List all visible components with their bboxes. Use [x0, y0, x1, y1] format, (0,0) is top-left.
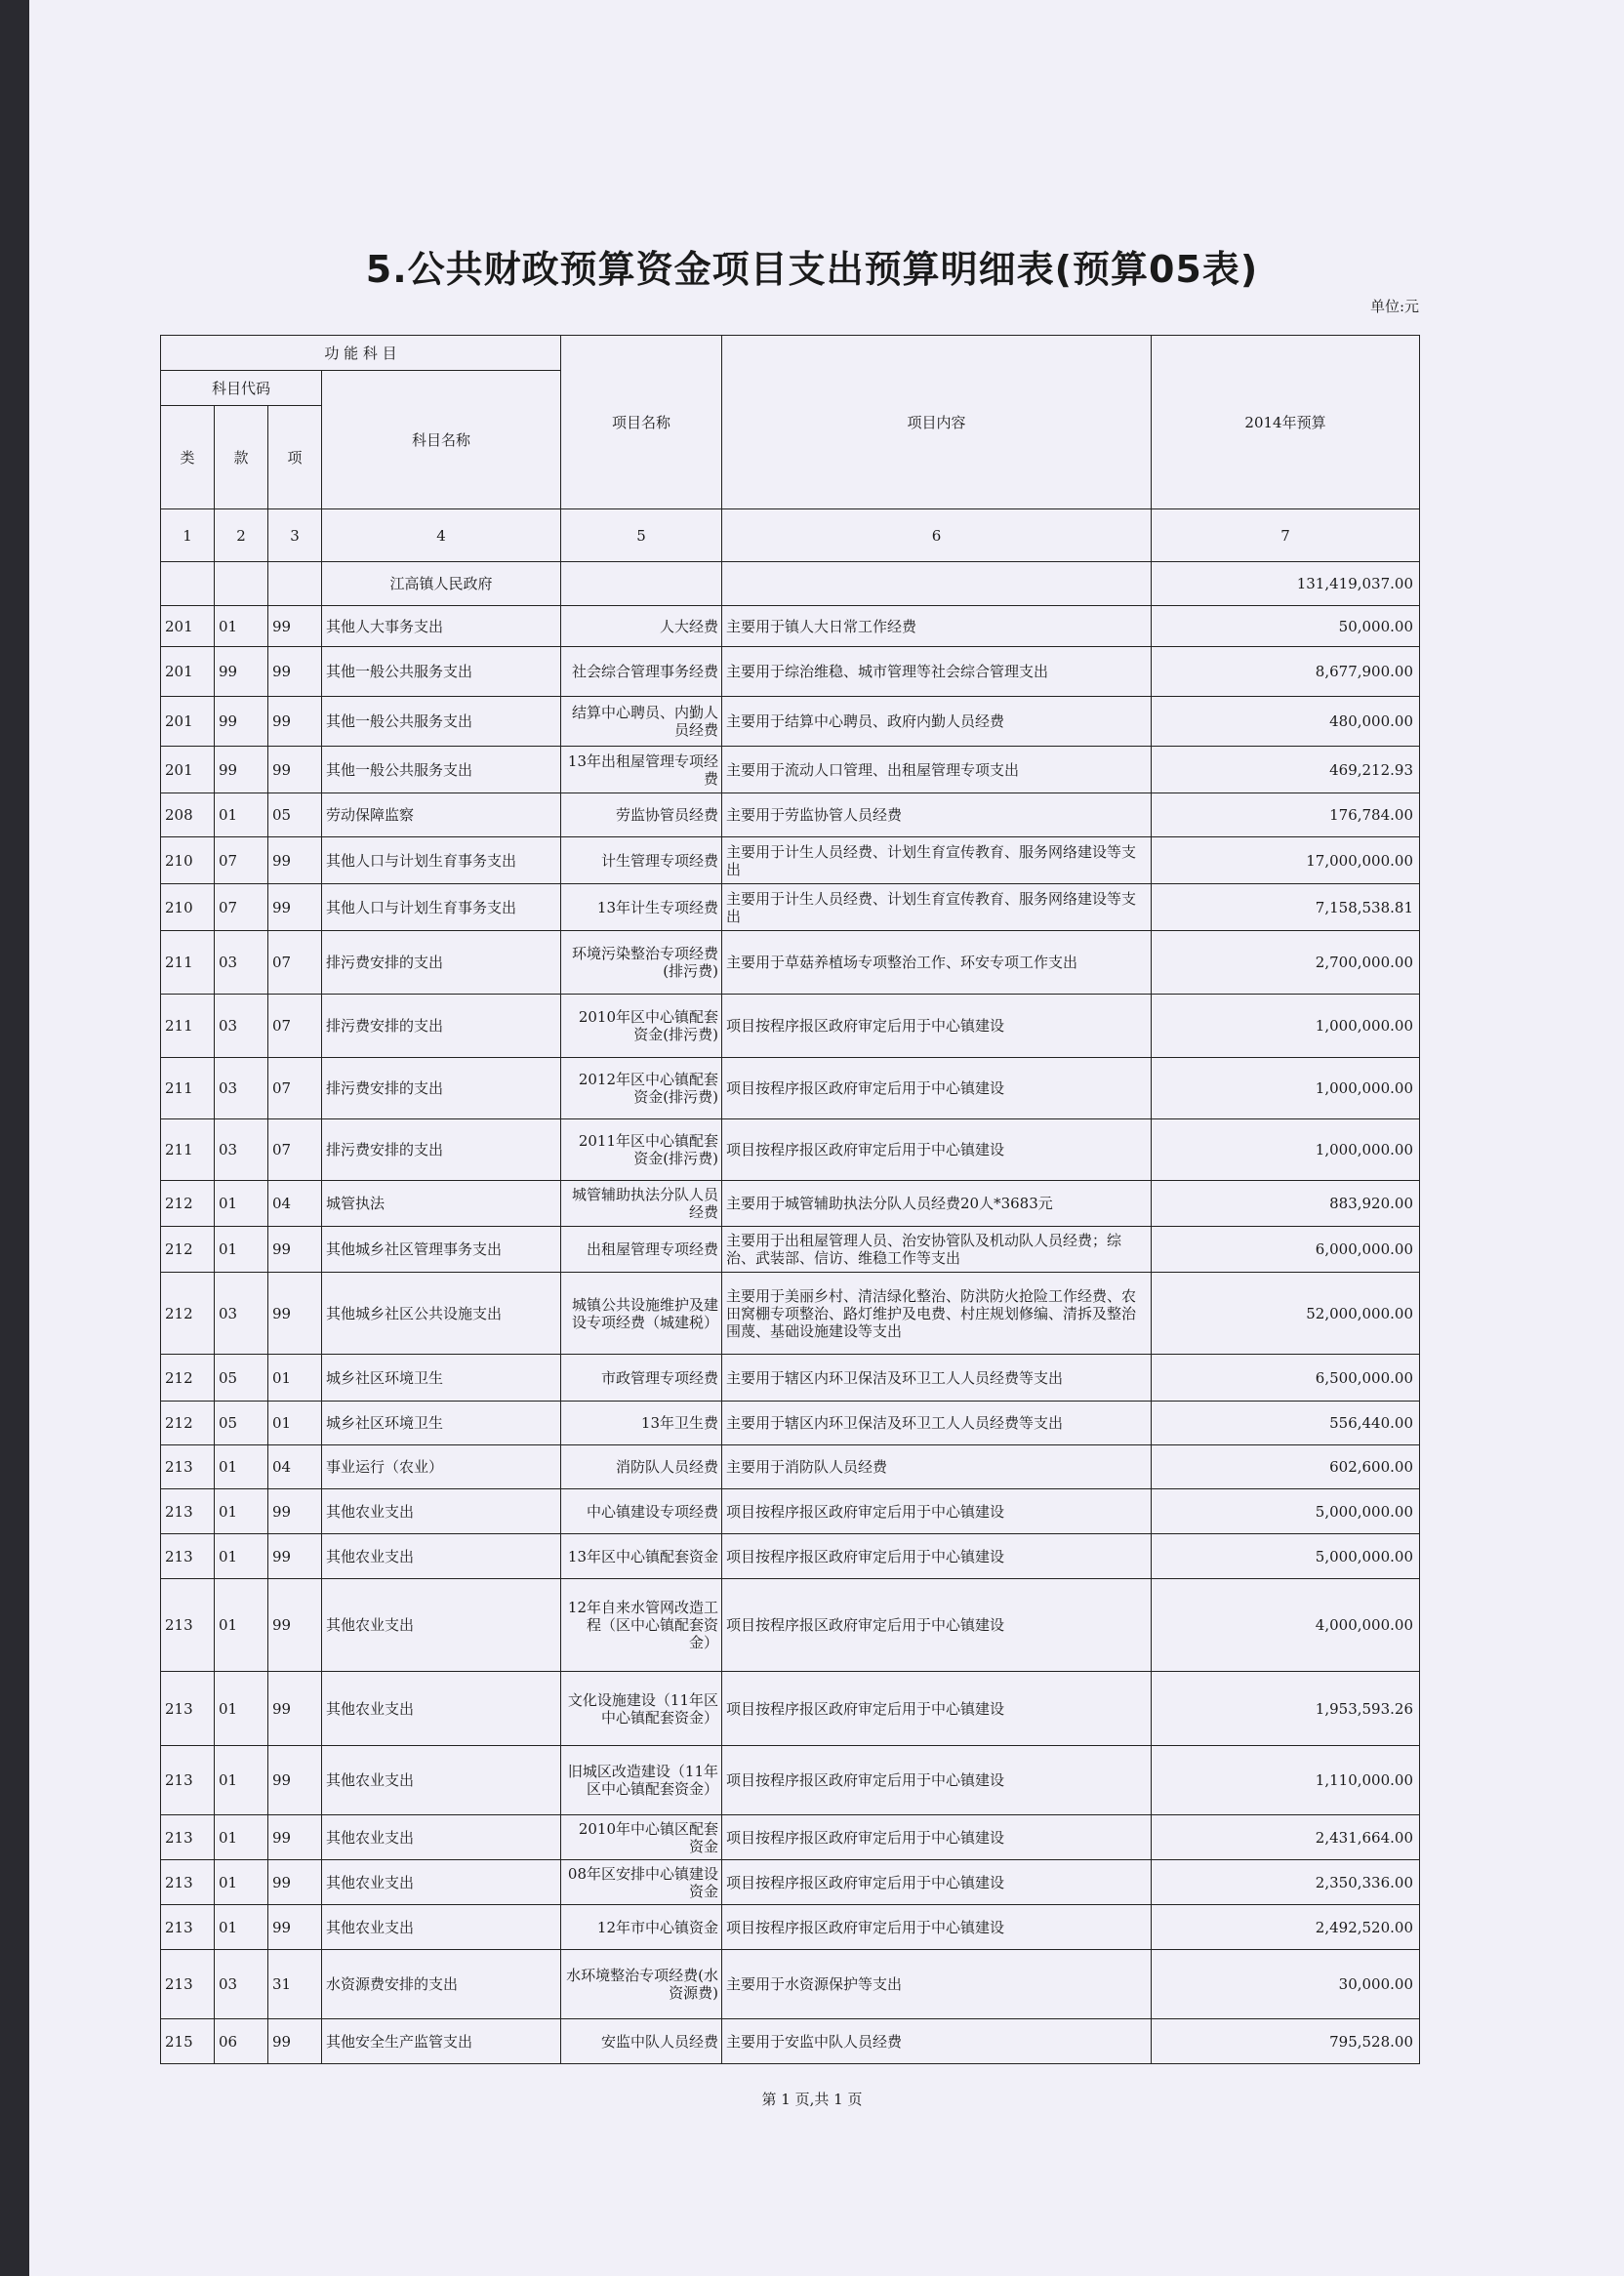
budget-amount-cell: 8,677,900.00 — [1152, 647, 1420, 697]
budget-amount-cell: 1,000,000.00 — [1152, 1058, 1420, 1119]
subject-name-cell: 其他农业支出 — [322, 1672, 561, 1746]
lei-cell: 212 — [161, 1355, 215, 1402]
page-title: 5.公共财政预算资金项目支出预算明细表(预算05表) — [365, 248, 1259, 291]
project-name-cell: 城镇公共设施维护及建设专项经费（城建税） — [561, 1273, 722, 1355]
budget-amount-cell: 4,000,000.00 — [1152, 1579, 1420, 1672]
lei-header: 类 — [161, 406, 215, 509]
kuan-cell: 99 — [215, 747, 268, 793]
project-name-cell: 结算中心聘员、内勤人员经费 — [561, 697, 722, 747]
project-name-cell: 13年出租屋管理专项经费 — [561, 747, 722, 793]
lei-cell: 213 — [161, 1950, 215, 2019]
table-row — [161, 1489, 1420, 1534]
xiang-cell: 99 — [268, 1273, 322, 1355]
subject-code-header: 科目代码 — [161, 371, 322, 406]
xiang-cell: 04 — [268, 1181, 322, 1227]
xiang-cell: 99 — [268, 1815, 322, 1860]
project-name-cell: 13年计生专项经费 — [561, 884, 722, 931]
table-row — [161, 931, 1420, 995]
project-content-cell: 主要用于出租屋管理人员、治安协管队及机动队人员经费；综治、武装部、信访、维稳工作等支出 — [722, 1227, 1152, 1273]
lei-cell: 201 — [161, 697, 215, 747]
subject-name-cell: 其他农业支出 — [322, 1746, 561, 1815]
xiang-cell: 04 — [268, 1445, 322, 1489]
kuan-cell: 03 — [215, 1058, 268, 1119]
table-row — [161, 2019, 1420, 2064]
xiang-cell: 99 — [268, 1227, 322, 1273]
table-row — [161, 837, 1420, 884]
kuan-cell: 01 — [215, 1181, 268, 1227]
project-name-cell: 2010年中心镇区配套资金 — [561, 1815, 722, 1860]
subject-name-cell: 其他安全生产监管支出 — [322, 2019, 561, 2064]
table-row — [161, 884, 1420, 931]
budget-amount-cell: 52,000,000.00 — [1152, 1273, 1420, 1355]
budget-amount-cell: 2,431,664.00 — [1152, 1815, 1420, 1860]
kuan-cell: 01 — [215, 1445, 268, 1489]
table-row — [161, 747, 1420, 793]
empty-cell — [722, 562, 1152, 606]
subject-name-cell: 其他农业支出 — [322, 1815, 561, 1860]
project-name-cell: 出租屋管理专项经费 — [561, 1227, 722, 1273]
lei-cell: 211 — [161, 1058, 215, 1119]
kuan-cell: 01 — [215, 1815, 268, 1860]
lei-cell: 201 — [161, 606, 215, 647]
budget-amount-cell: 17,000,000.00 — [1152, 837, 1420, 884]
lei-cell: 210 — [161, 884, 215, 931]
project-name-header: 项目名称 — [561, 336, 722, 509]
xiang-cell: 99 — [268, 2019, 322, 2064]
table-row — [161, 1815, 1420, 1860]
table-row — [161, 995, 1420, 1058]
empty-cell — [268, 562, 322, 606]
project-content-cell: 项目按程序报区政府审定后用于中心镇建设 — [722, 1905, 1152, 1950]
total-row — [161, 562, 1420, 606]
project-content-cell: 项目按程序报区政府审定后用于中心镇建设 — [722, 1746, 1152, 1815]
project-name-cell: 08年区安排中心镇建设资金 — [561, 1860, 722, 1905]
kuan-cell: 01 — [215, 1746, 268, 1815]
budget-amount-cell: 795,528.00 — [1152, 2019, 1420, 2064]
subject-name-cell: 城管执法 — [322, 1181, 561, 1227]
project-name-cell: 旧城区改造建设（11年区中心镇配套资金） — [561, 1746, 722, 1815]
project-content-cell: 主要用于流动人口管理、出租屋管理专项支出 — [722, 747, 1152, 793]
kuan-cell: 06 — [215, 2019, 268, 2064]
lei-cell: 213 — [161, 1489, 215, 1534]
xiang-cell: 99 — [268, 1905, 322, 1950]
budget-2014-header: 2014年预算 — [1152, 336, 1420, 509]
kuan-cell: 01 — [215, 1227, 268, 1273]
xiang-cell: 01 — [268, 1355, 322, 1402]
project-name-cell: 环境污染整治专项经费(排污费) — [561, 931, 722, 995]
table-row — [161, 647, 1420, 697]
col-num: 6 — [722, 509, 1152, 562]
project-content-cell: 主要用于水资源保护等支出 — [722, 1950, 1152, 2019]
project-name-cell: 文化设施建设（11年区中心镇配套资金） — [561, 1672, 722, 1746]
table-row — [161, 1579, 1420, 1672]
budget-amount-cell: 1,110,000.00 — [1152, 1746, 1420, 1815]
lei-cell: 215 — [161, 2019, 215, 2064]
subject-name-cell: 其他农业支出 — [322, 1579, 561, 1672]
budget-amount-cell: 7,158,538.81 — [1152, 884, 1420, 931]
lei-cell: 212 — [161, 1402, 215, 1445]
project-content-cell: 主要用于安监中队人员经费 — [722, 2019, 1152, 2064]
project-name-cell: 2010年区中心镇配套资金(排污费) — [561, 995, 722, 1058]
kuan-cell: 01 — [215, 793, 268, 837]
kuan-cell: 05 — [215, 1355, 268, 1402]
table-row — [161, 1355, 1420, 1402]
lei-cell: 212 — [161, 1181, 215, 1227]
project-content-cell: 项目按程序报区政府审定后用于中心镇建设 — [722, 995, 1152, 1058]
subject-name-cell: 劳动保障监察 — [322, 793, 561, 837]
table-row — [161, 606, 1420, 647]
project-name-cell: 劳监协管员经费 — [561, 793, 722, 837]
table-row — [161, 1058, 1420, 1119]
subject-name-cell: 排污费安排的支出 — [322, 1058, 561, 1119]
subject-name-cell: 其他人口与计划生育事务支出 — [322, 884, 561, 931]
project-content-cell: 项目按程序报区政府审定后用于中心镇建设 — [722, 1860, 1152, 1905]
subject-name-cell: 其他一般公共服务支出 — [322, 647, 561, 697]
kuan-cell: 99 — [215, 647, 268, 697]
xiang-cell: 99 — [268, 697, 322, 747]
project-name-cell: 计生管理专项经费 — [561, 837, 722, 884]
project-name-cell: 城管辅助执法分队人员经费 — [561, 1181, 722, 1227]
lei-cell: 213 — [161, 1860, 215, 1905]
project-content-cell: 主要用于城管辅助执法分队人员经费20人*3683元 — [722, 1181, 1152, 1227]
kuan-cell: 03 — [215, 1273, 268, 1355]
budget-amount-cell: 469,212.93 — [1152, 747, 1420, 793]
project-name-cell: 人大经费 — [561, 606, 722, 647]
col-num: 7 — [1152, 509, 1420, 562]
budget-amount-cell: 1,953,593.26 — [1152, 1672, 1420, 1746]
subject-name-cell: 其他城乡社区公共设施支出 — [322, 1273, 561, 1355]
kuan-cell: 03 — [215, 995, 268, 1058]
kuan-cell: 07 — [215, 884, 268, 931]
lei-cell: 201 — [161, 647, 215, 697]
budget-amount-cell: 1,000,000.00 — [1152, 995, 1420, 1058]
project-content-cell: 项目按程序报区政府审定后用于中心镇建设 — [722, 1119, 1152, 1181]
budget-amount-cell: 883,920.00 — [1152, 1181, 1420, 1227]
xiang-cell: 01 — [268, 1402, 322, 1445]
xiang-cell: 07 — [268, 995, 322, 1058]
project-content-cell: 主要用于劳监协管人员经费 — [722, 793, 1152, 837]
empty-cell — [161, 562, 215, 606]
project-content-cell: 主要用于计生人员经费、计划生育宣传教育、服务网络建设等支出 — [722, 837, 1152, 884]
project-name-cell: 2011年区中心镇配套资金(排污费) — [561, 1119, 722, 1181]
table-row — [161, 1534, 1420, 1579]
lei-cell: 213 — [161, 1534, 215, 1579]
subject-name-cell: 其他农业支出 — [322, 1534, 561, 1579]
subject-name-cell: 城乡社区环境卫生 — [322, 1355, 561, 1402]
subject-name-cell: 排污费安排的支出 — [322, 995, 561, 1058]
subject-name-cell: 其他农业支出 — [322, 1489, 561, 1534]
empty-cell — [215, 562, 268, 606]
budget-table — [160, 335, 1420, 2064]
lei-cell: 211 — [161, 931, 215, 995]
xiang-cell: 99 — [268, 606, 322, 647]
project-name-cell: 13年区中心镇配套资金 — [561, 1534, 722, 1579]
empty-cell — [561, 562, 722, 606]
budget-amount-cell: 2,492,520.00 — [1152, 1905, 1420, 1950]
subject-name-cell: 其他一般公共服务支出 — [322, 747, 561, 793]
budget-amount-cell: 5,000,000.00 — [1152, 1534, 1420, 1579]
subject-name-cell: 其他农业支出 — [322, 1860, 561, 1905]
lei-cell: 213 — [161, 1815, 215, 1860]
project-content-header: 项目内容 — [722, 336, 1152, 509]
table-row — [161, 1860, 1420, 1905]
xiang-cell: 99 — [268, 837, 322, 884]
unit-label: 单位:元 — [1369, 298, 1419, 315]
project-content-cell: 主要用于综治维稳、城市管理等社会综合管理支出 — [722, 647, 1152, 697]
lei-cell: 213 — [161, 1672, 215, 1746]
project-content-cell: 项目按程序报区政府审定后用于中心镇建设 — [722, 1534, 1152, 1579]
table-row — [161, 1402, 1420, 1445]
column-number-row — [161, 509, 1420, 562]
xiang-cell: 99 — [268, 1579, 322, 1672]
project-content-cell: 主要用于美丽乡村、清洁绿化整治、防洪防火抢险工作经费、农田窝棚专项整治、路灯维护及电费、村庄规划修编、清拆及整治围蔑、基础设施建设等支出 — [722, 1273, 1152, 1355]
project-content-cell: 项目按程序报区政府审定后用于中心镇建设 — [722, 1579, 1152, 1672]
lei-cell: 211 — [161, 995, 215, 1058]
agency-name: 江高镇人民政府 — [322, 562, 561, 606]
xiang-cell: 07 — [268, 1119, 322, 1181]
table-row — [161, 1746, 1420, 1815]
subject-name-cell: 其他农业支出 — [322, 1905, 561, 1950]
budget-amount-cell: 5,000,000.00 — [1152, 1489, 1420, 1534]
project-content-cell: 项目按程序报区政府审定后用于中心镇建设 — [722, 1489, 1152, 1534]
kuan-cell: 99 — [215, 697, 268, 747]
project-name-cell: 市政管理专项经费 — [561, 1355, 722, 1402]
budget-amount-cell: 2,350,336.00 — [1152, 1860, 1420, 1905]
project-name-cell: 中心镇建设专项经费 — [561, 1489, 722, 1534]
col-num: 4 — [322, 509, 561, 562]
subject-name-header: 科目名称 — [322, 371, 561, 509]
lei-cell: 213 — [161, 1746, 215, 1815]
project-content-cell: 项目按程序报区政府审定后用于中心镇建设 — [722, 1672, 1152, 1746]
col-num: 2 — [215, 509, 268, 562]
project-name-cell: 消防队人员经费 — [561, 1445, 722, 1489]
project-content-cell: 项目按程序报区政府审定后用于中心镇建设 — [722, 1058, 1152, 1119]
budget-amount-cell: 176,784.00 — [1152, 793, 1420, 837]
xiang-cell: 05 — [268, 793, 322, 837]
kuan-cell: 05 — [215, 1402, 268, 1445]
project-content-cell: 主要用于消防队人员经费 — [722, 1445, 1152, 1489]
lei-cell: 210 — [161, 837, 215, 884]
page-footer: 第 1 页,共 1 页 — [761, 2091, 863, 2108]
xiang-cell: 99 — [268, 1860, 322, 1905]
lei-cell: 212 — [161, 1227, 215, 1273]
col-num: 5 — [561, 509, 722, 562]
table-row — [161, 1119, 1420, 1181]
scan-edge — [0, 0, 29, 2276]
lei-cell: 213 — [161, 1905, 215, 1950]
project-name-cell: 2012年区中心镇配套资金(排污费) — [561, 1058, 722, 1119]
project-content-cell: 主要用于镇人大日常工作经费 — [722, 606, 1152, 647]
table-row — [161, 1445, 1420, 1489]
lei-cell: 213 — [161, 1579, 215, 1672]
subject-name-cell: 水资源费安排的支出 — [322, 1950, 561, 2019]
xiang-cell: 99 — [268, 1534, 322, 1579]
budget-amount-cell: 2,700,000.00 — [1152, 931, 1420, 995]
project-name-cell: 12年自来水管网改造工程（区中心镇配套资金） — [561, 1579, 722, 1672]
xiang-header: 项 — [268, 406, 322, 509]
xiang-cell: 99 — [268, 1489, 322, 1534]
project-name-cell: 水环境整治专项经费(水资源费) — [561, 1950, 722, 2019]
budget-amount-cell: 1,000,000.00 — [1152, 1119, 1420, 1181]
project-name-cell: 12年市中心镇资金 — [561, 1905, 722, 1950]
project-content-cell: 主要用于计生人员经费、计划生育宣传教育、服务网络建设等支出 — [722, 884, 1152, 931]
subject-name-cell: 其他城乡社区管理事务支出 — [322, 1227, 561, 1273]
project-content-cell: 主要用于辖区内环卫保洁及环卫工人人员经费等支出 — [722, 1355, 1152, 1402]
kuan-cell: 01 — [215, 606, 268, 647]
project-name-cell: 13年卫生费 — [561, 1402, 722, 1445]
xiang-cell: 31 — [268, 1950, 322, 2019]
function-subject-header: 功 能 科 目 — [161, 336, 561, 371]
table-row — [161, 1950, 1420, 2019]
project-content-cell: 主要用于草菇养植场专项整治工作、环安专项工作支出 — [722, 931, 1152, 995]
lei-cell: 201 — [161, 747, 215, 793]
kuan-cell: 01 — [215, 1534, 268, 1579]
xiang-cell: 99 — [268, 1672, 322, 1746]
budget-amount-cell: 6,000,000.00 — [1152, 1227, 1420, 1273]
xiang-cell: 99 — [268, 647, 322, 697]
table-row — [161, 1181, 1420, 1227]
xiang-cell: 99 — [268, 1746, 322, 1815]
lei-cell: 213 — [161, 1445, 215, 1489]
table-row — [161, 1905, 1420, 1950]
kuan-cell: 03 — [215, 1950, 268, 2019]
xiang-cell: 99 — [268, 884, 322, 931]
budget-amount-cell: 480,000.00 — [1152, 697, 1420, 747]
kuan-header: 款 — [215, 406, 268, 509]
budget-amount-cell: 30,000.00 — [1152, 1950, 1420, 2019]
table-row — [161, 1672, 1420, 1746]
kuan-cell: 01 — [215, 1579, 268, 1672]
project-name-cell: 安监中队人员经费 — [561, 2019, 722, 2064]
kuan-cell: 01 — [215, 1489, 268, 1534]
xiang-cell: 07 — [268, 931, 322, 995]
total-amount: 131,419,037.00 — [1152, 562, 1420, 606]
subject-name-cell: 排污费安排的支出 — [322, 931, 561, 995]
budget-amount-cell: 6,500,000.00 — [1152, 1355, 1420, 1402]
header-row-1 — [161, 336, 1420, 371]
subject-name-cell: 排污费安排的支出 — [322, 1119, 561, 1181]
table-row — [161, 1227, 1420, 1273]
lei-cell: 211 — [161, 1119, 215, 1181]
table-row — [161, 793, 1420, 837]
kuan-cell: 03 — [215, 1119, 268, 1181]
subject-name-cell: 城乡社区环境卫生 — [322, 1402, 561, 1445]
kuan-cell: 03 — [215, 931, 268, 995]
project-content-cell: 主要用于结算中心聘员、政府内勤人员经费 — [722, 697, 1152, 747]
project-name-cell: 社会综合管理事务经费 — [561, 647, 722, 697]
lei-cell: 208 — [161, 793, 215, 837]
lei-cell: 212 — [161, 1273, 215, 1355]
kuan-cell: 01 — [215, 1860, 268, 1905]
col-num: 1 — [161, 509, 215, 562]
col-num: 3 — [268, 509, 322, 562]
subject-name-cell: 其他一般公共服务支出 — [322, 697, 561, 747]
kuan-cell: 01 — [215, 1672, 268, 1746]
subject-name-cell: 其他人口与计划生育事务支出 — [322, 837, 561, 884]
project-content-cell: 主要用于辖区内环卫保洁及环卫工人人员经费等支出 — [722, 1402, 1152, 1445]
project-content-cell: 项目按程序报区政府审定后用于中心镇建设 — [722, 1815, 1152, 1860]
subject-name-cell: 其他人大事务支出 — [322, 606, 561, 647]
table-row — [161, 697, 1420, 747]
xiang-cell: 99 — [268, 747, 322, 793]
kuan-cell: 01 — [215, 1905, 268, 1950]
budget-amount-cell: 556,440.00 — [1152, 1402, 1420, 1445]
xiang-cell: 07 — [268, 1058, 322, 1119]
kuan-cell: 07 — [215, 837, 268, 884]
subject-name-cell: 事业运行（农业） — [322, 1445, 561, 1489]
budget-amount-cell: 50,000.00 — [1152, 606, 1420, 647]
table-row — [161, 1273, 1420, 1355]
budget-amount-cell: 602,600.00 — [1152, 1445, 1420, 1489]
